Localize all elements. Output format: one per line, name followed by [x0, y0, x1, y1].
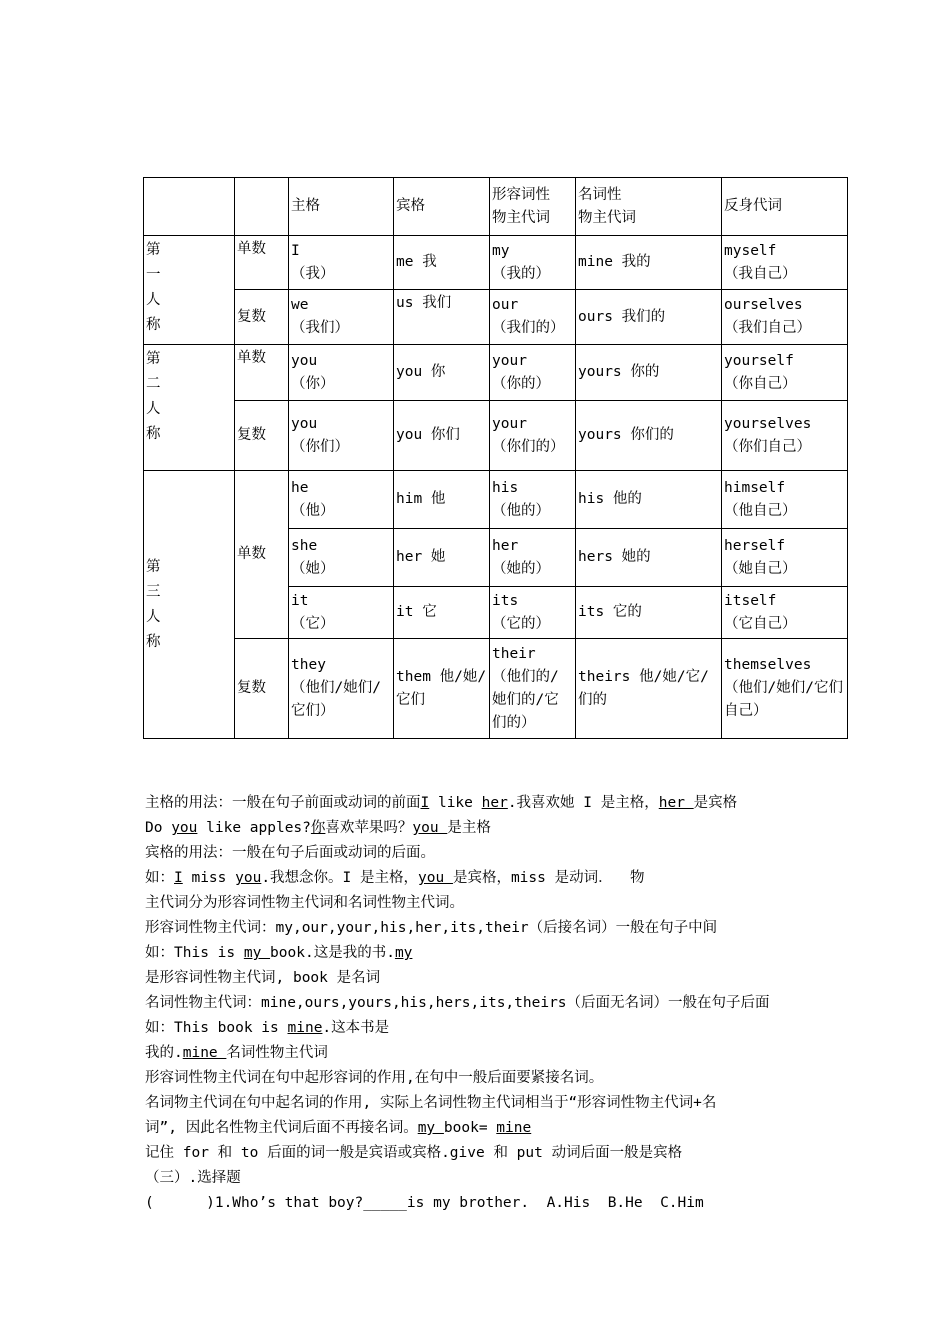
cell-object: them 他/她/它们	[394, 639, 490, 739]
note-line: 形容词性物主代词在句中起形容词的作用,在句中一般后面要紧接名词。	[145, 1070, 604, 1086]
table-row	[144, 236, 848, 290]
note-line: 形容词性物主代词：my,our,your,his,her,its,their（后接名词）一般在句子中间	[145, 920, 718, 936]
cell-noun: yours 你们的	[576, 401, 722, 471]
number-singular: 单数	[235, 236, 289, 290]
table-row	[144, 471, 848, 529]
person-second: 第 二 人 称	[144, 345, 235, 471]
note-line: Do you like apples?你喜欢苹果吗？you 是主格	[145, 820, 491, 836]
cell-adjective: your （你们的）	[490, 401, 576, 471]
cell-noun: hers 她的	[576, 529, 722, 587]
cell-reflexive: herself （她自己）	[722, 529, 848, 587]
number-singular: 单数	[235, 471, 289, 639]
number-plural: 复数	[235, 401, 289, 471]
cell-object: us 我们	[394, 290, 490, 345]
cell-subject: she （她）	[289, 529, 394, 587]
number-plural: 复数	[235, 639, 289, 739]
number-singular: 单数	[235, 345, 289, 401]
cell-subject: you （你）	[289, 345, 394, 401]
cell-adjective: its （它的）	[490, 587, 576, 639]
note-line: 如：This is my book.这是我的书.my	[145, 945, 413, 961]
note-line: 是形容词性物主代词, book 是名词	[145, 970, 381, 986]
note-line: 如：I miss you.我想念你。I 是主格，you 是宾格，miss 是动词． 物	[145, 870, 645, 886]
person-third: 第 三 人 称	[144, 471, 235, 739]
cell-reflexive: myself （我自己）	[722, 236, 848, 290]
question-1: ( )1.Who’s that boy?_____is my brother. A.His B.He C.Him	[145, 1195, 704, 1211]
header-blank-number	[235, 178, 289, 236]
table-row	[144, 401, 848, 471]
header-reflexive: 反身代词	[722, 178, 848, 236]
note-line: 词”, 因此名性物主代词后面不再接名词。my book= mine	[145, 1120, 532, 1136]
cell-object: you 你	[394, 345, 490, 401]
person-first: 第 一 人 称	[144, 236, 235, 345]
cell-noun: mine 我的	[576, 236, 722, 290]
note-line: 名词物主代词在句中起名词的作用, 实际上名词性物主代词相当于“形容词性物主代词+名	[145, 1095, 717, 1111]
cell-subject: it （它）	[289, 587, 394, 639]
cell-subject: he （他）	[289, 471, 394, 529]
cell-reflexive: yourselves （你们自己）	[722, 401, 848, 471]
note-line: 我的.mine 名词性物主代词	[145, 1045, 328, 1061]
cell-reflexive: yourself （你自己）	[722, 345, 848, 401]
table-row	[144, 639, 848, 739]
header-noun-possessive: 名词性 物主代词	[576, 178, 722, 236]
cell-object: her 她	[394, 529, 490, 587]
note-line: 名词性物主代词：mine,ours,yours,his,hers,its,theirs（后面无名词）一般在句子后面	[145, 995, 770, 1011]
answer-blank[interactable]: _____	[363, 1195, 407, 1211]
cell-adjective: your （你的）	[490, 345, 576, 401]
cell-object: it 它	[394, 587, 490, 639]
cell-adjective: our （我们的）	[490, 290, 576, 345]
cell-noun: theirs 他/她/它/们的	[576, 639, 722, 739]
table-header-row	[144, 178, 848, 236]
grammar-notes	[145, 791, 825, 1216]
note-line: 主格的用法：一般在句子前面或动词的前面I like her.我喜欢她 I 是主格，her 是宾格	[145, 795, 738, 811]
cell-reflexive: itself （它自己）	[722, 587, 848, 639]
cell-object: me 我	[394, 236, 490, 290]
note-line: 记住 for 和 to 后面的词一般是宾语或宾格.give 和 put 动词后面一般是宾格	[145, 1145, 683, 1161]
cell-noun: its 它的	[576, 587, 722, 639]
header-subject: 主格	[289, 178, 394, 236]
cell-reflexive: themselves （他们/她们/它们自己）	[722, 639, 848, 739]
cell-adjective: my （我的）	[490, 236, 576, 290]
cell-object: you 你们	[394, 401, 490, 471]
table-row	[144, 290, 848, 345]
cell-adjective: their （他们的/她们的/它们的）	[490, 639, 576, 739]
table-row	[144, 345, 848, 401]
note-line: 主代词分为形容词性物主代词和名词性物主代词。	[145, 895, 464, 911]
header-object: 宾格	[394, 178, 490, 236]
cell-noun: yours 你的	[576, 345, 722, 401]
header-blank-person	[144, 178, 235, 236]
number-plural: 复数	[235, 290, 289, 345]
cell-reflexive: himself （他自己）	[722, 471, 848, 529]
cell-object: him 他	[394, 471, 490, 529]
cell-subject: I （我）	[289, 236, 394, 290]
cell-adjective: his （他的）	[490, 471, 576, 529]
cell-subject: they （他们/她们/它们）	[289, 639, 394, 739]
section-heading: （三）.选择题	[145, 1170, 241, 1186]
header-adjective-possessive: 形容词性 物主代词	[490, 178, 576, 236]
note-line: 如：This book is mine.这本书是	[145, 1020, 390, 1036]
note-line: 宾格的用法：一般在句子后面或动词的后面。	[145, 845, 435, 861]
cell-adjective: her （她的）	[490, 529, 576, 587]
cell-noun: his 他的	[576, 471, 722, 529]
cell-noun: ours 我们的	[576, 290, 722, 345]
cell-subject: you （你们）	[289, 401, 394, 471]
cell-subject: we （我们）	[289, 290, 394, 345]
cell-reflexive: ourselves （我们自己）	[722, 290, 848, 345]
pronoun-table	[143, 177, 848, 739]
